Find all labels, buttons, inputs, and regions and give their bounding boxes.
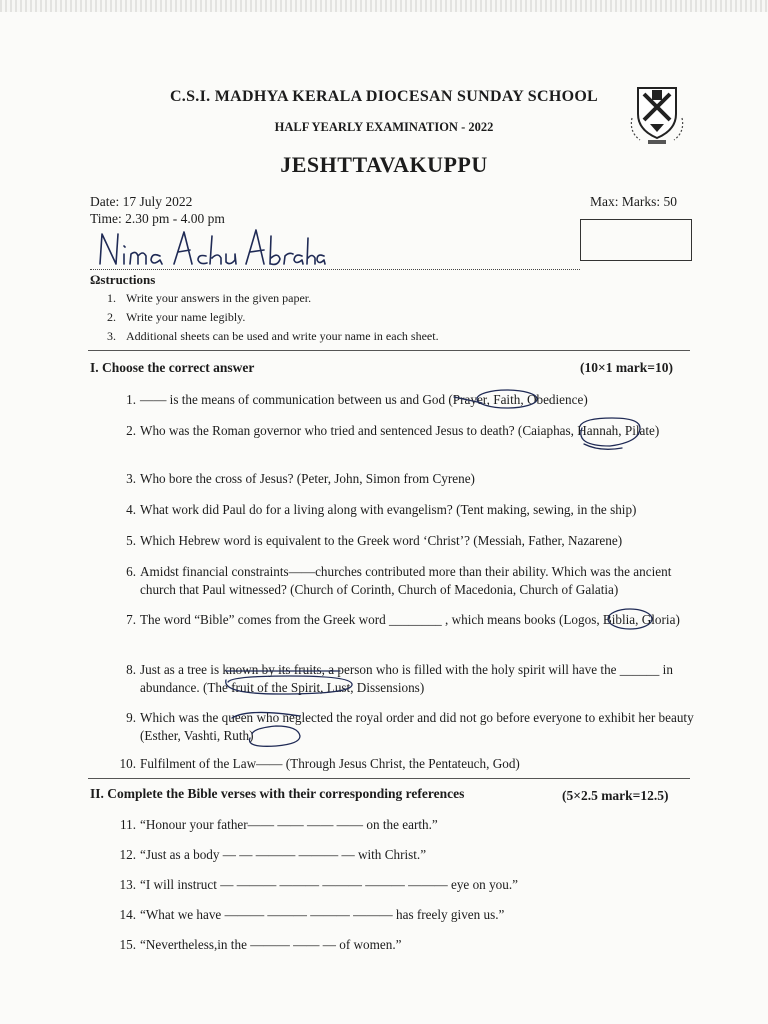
instructions-title: Ωstructions — [90, 272, 156, 287]
question-item: 11. “Honour your father—— —— —— —— on the earth.” — [120, 817, 438, 832]
question-item: 7. The word “Bible” comes from the Greek word ________ , which means books (Logos, Biblia, Gloria) — [126, 612, 680, 627]
question-item: 5. Which Hebrew word is equivalent to the Greek word ‘Christ’? (Messiah, Father, Nazarene) — [126, 533, 623, 548]
handwritten-student-name — [96, 224, 330, 272]
question-item: 9. Which was the queen who neglected the royal order and did not go before everyone to exhibit her beauty (Esther, Vashti, Ruth) — [126, 710, 694, 743]
question-item: 12. “Just as a body — — ——— ——— — with Christ.” — [119, 847, 427, 862]
question-item: 13. “I will instruct — ——— ——— ——— ——— ——— eye on you.” — [119, 877, 519, 892]
section-2-title: II. Complete the Bible verses with their corresponding references — [90, 786, 465, 801]
question-item: 10. Fulfilment of the Law—— (Through Jesus Christ, the Pentateuch, God) — [119, 756, 520, 771]
instruction-item: 1. Write your answers in the given paper. — [107, 291, 312, 305]
exam-time: Time: 2.30 pm - 4.00 pm — [90, 211, 225, 226]
question-item: 2. Who was the Roman governor who tried and sentenced Jesus to death? (Caiaphas, Hannah, Pilate) — [126, 423, 660, 438]
section-1-marks: (10×1 mark=10) — [580, 360, 673, 375]
max-marks: Max: Marks: 50 — [590, 194, 677, 209]
question-item: 4. What work did Paul do for a living along with evangelism? (Tent making, sewing, in the ship) — [126, 502, 637, 517]
divider — [88, 778, 690, 779]
instruction-item: 3. Additional sheets can be used and write your name in each sheet. — [107, 329, 439, 343]
question-item: 15. “Nevertheless,in the ——— —— — of women.” — [119, 937, 402, 952]
subject-title: JESHTTAVAKUPPU — [280, 152, 488, 177]
scan-edge — [0, 0, 768, 12]
question-item: 6. Amidst financial constraints——churches contributed more than their ability. Which was the ancient church that Paul witnessed? (Church of Corinth, Church of Macedonia, Church of Galatia) — [126, 564, 672, 597]
section-1-title: I. Choose the correct answer — [90, 360, 255, 375]
marks-box — [580, 219, 692, 261]
exam-date: Date: 17 July 2022 — [90, 194, 193, 209]
school-name: C.S.I. MADHYA KERALA DIOCESAN SUNDAY SCHOOL — [169, 88, 599, 105]
question-item: 3. Who bore the cross of Jesus? (Peter, John, Simon from Cyrene) — [126, 471, 475, 486]
name-line — [90, 269, 580, 270]
question-item: 14. “What we have ——— ——— ——— ——— has freely given us.” — [119, 907, 505, 922]
diocese-crest-icon — [626, 78, 688, 148]
question-item: 8. Just as a tree is known by its fruits, a person who is filled with the holy spirit will have the ______ in abundance. (The fruit of the Spirit, Lust, Dissensions) — [126, 662, 673, 695]
question-item: 1. —— is the means of communication between us and God (Prayer, Faith, Obedience) — [126, 392, 588, 407]
divider — [88, 350, 690, 351]
exam-title: HALF YEARLY EXAMINATION - 2022 — [274, 120, 494, 134]
instruction-item: 2. Write your name legibly. — [107, 310, 246, 324]
section-2-marks: (5×2.5 mark=12.5) — [562, 788, 669, 803]
